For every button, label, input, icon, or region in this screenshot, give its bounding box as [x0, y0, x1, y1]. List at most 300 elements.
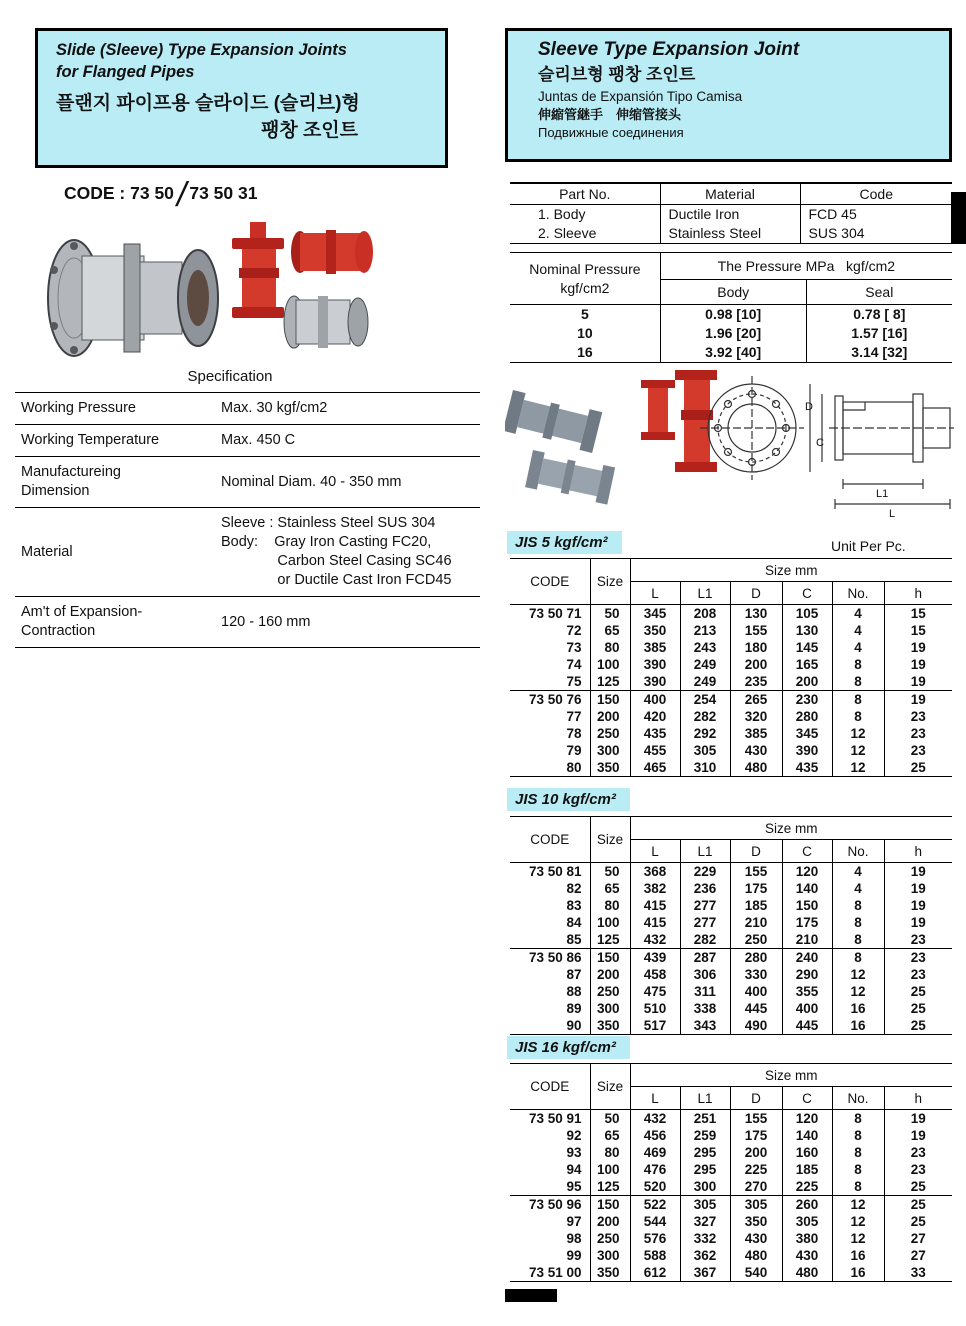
pressure-cell: 1.57 [16] — [806, 324, 952, 343]
jis-size-cell: 100 — [590, 656, 630, 673]
jis-row — [510, 708, 952, 725]
jis-value-cell: 458 — [630, 966, 680, 983]
jis-value-cell: 4 — [832, 605, 884, 623]
pressure-header-group: The Pressure MPa kgf/cm2 — [660, 253, 952, 280]
jis-group — [510, 1196, 952, 1282]
jis10-header-L1: L1 — [680, 840, 730, 863]
jis-value-cell: 12 — [832, 1213, 884, 1230]
jis-size-cell: 50 — [590, 605, 630, 623]
jis-size-cell: 80 — [590, 1144, 630, 1161]
jis-code-cell: 73 50 91 — [528, 1111, 582, 1126]
jis-value-cell: 367 — [680, 1264, 730, 1282]
jis-value-cell: 200 — [782, 673, 832, 691]
jis-size-cell: 150 — [590, 949, 630, 967]
jis-value-cell: 240 — [782, 949, 832, 967]
spec-title: Specification — [187, 368, 273, 385]
jis-value-cell: 490 — [730, 1017, 782, 1035]
jis-value-cell: 251 — [680, 1110, 730, 1128]
jis-value-cell: 8 — [832, 1161, 884, 1178]
spec-row — [15, 508, 480, 597]
jis-value-cell: 280 — [730, 949, 782, 967]
jis-value-cell: 400 — [630, 691, 680, 709]
jis-value-cell: 27 — [884, 1247, 952, 1264]
jis16-label: JIS 16 kgf/cm² — [507, 1036, 630, 1059]
spec-label: Manufactureing Dimension — [15, 457, 215, 508]
jis-code-cell: 84 — [566, 915, 582, 930]
jis5-header-row1 — [510, 559, 952, 582]
jis-value-cell: 25 — [884, 1196, 952, 1214]
jis-row — [510, 1000, 952, 1017]
spec-row — [15, 425, 480, 457]
jis16-header-No: No. — [832, 1087, 884, 1110]
jis-value-cell: 8 — [832, 1127, 884, 1144]
spec-label: Material — [15, 508, 215, 597]
jis-value-cell: 140 — [782, 880, 832, 897]
jis-value-cell: 12 — [832, 1230, 884, 1247]
pressure-cell: 1.96 [20] — [705, 325, 762, 341]
jis-code-cell: 72 — [566, 623, 582, 638]
jis-code-cell: 75 — [566, 674, 582, 689]
jis-row — [510, 1110, 952, 1128]
right-title-spanish: Juntas de Expansión Tipo Camisa — [538, 89, 743, 104]
spec-value: Sleeve : Stainless Steel SUS 304 Body: Gray Iron Casting FC20, Carbon Steel Casing SC46 or Ductile Cast Iron FCD45 — [215, 508, 480, 597]
jis-code-cell: 82 — [566, 881, 582, 896]
jis-value-cell: 225 — [730, 1161, 782, 1178]
jis-row — [510, 966, 952, 983]
jis-row — [510, 949, 952, 967]
jis-value-cell: 23 — [884, 966, 952, 983]
code-prefix: CODE : 73 50 — [64, 183, 174, 203]
jis-value-cell: 345 — [782, 725, 832, 742]
jis-value-cell: 400 — [730, 983, 782, 1000]
jis-value-cell: 277 — [680, 914, 730, 931]
jis-value-cell: 432 — [630, 1110, 680, 1128]
jis-value-cell: 270 — [730, 1178, 782, 1196]
jis16-table — [510, 1063, 952, 1282]
jis-value-cell: 33 — [884, 1264, 952, 1282]
jis5-header-No: No. — [832, 582, 884, 605]
pressure-cell: 16 — [510, 343, 660, 363]
spec-value: 120 - 160 mm — [215, 597, 480, 648]
jis-value-cell: 19 — [884, 863, 952, 881]
photo-red-vertical-joint-large — [675, 370, 717, 472]
jis-value-cell: 382 — [630, 880, 680, 897]
jis-value-cell: 576 — [630, 1230, 680, 1247]
jis-value-cell: 475 — [630, 983, 680, 1000]
jis-row — [510, 1161, 952, 1178]
jis-row — [510, 1196, 952, 1214]
jis-value-cell: 8 — [832, 897, 884, 914]
jis-row — [510, 1264, 952, 1282]
jis-row — [510, 1230, 952, 1247]
jis-value-cell: 25 — [884, 759, 952, 777]
part-cell: SUS 304 — [800, 224, 952, 244]
jis-value-cell: 12 — [832, 725, 884, 742]
dim-label-d: D — [805, 401, 813, 413]
scan-artifact-bottom-bar — [505, 1289, 557, 1302]
jis-value-cell: 25 — [884, 1017, 952, 1035]
jis-value-cell: 105 — [782, 605, 832, 623]
jis-value-cell: 185 — [730, 897, 782, 914]
jis-size-cell: 250 — [590, 1230, 630, 1247]
jis-size-cell: 125 — [590, 673, 630, 691]
jis-value-cell: 445 — [730, 1000, 782, 1017]
jis-row — [510, 1213, 952, 1230]
jis-code-cell: 95 — [566, 1179, 582, 1194]
jis-value-cell: 200 — [730, 656, 782, 673]
jis16-header-h: h — [884, 1087, 952, 1110]
jis-size-cell: 300 — [590, 742, 630, 759]
jis-value-cell: 260 — [782, 1196, 832, 1214]
spec-row — [15, 393, 480, 425]
jis-value-cell: 385 — [630, 639, 680, 656]
jis-value-cell: 265 — [730, 691, 782, 709]
pressure-cell: 5 — [510, 305, 660, 325]
jis-value-cell: 290 — [782, 966, 832, 983]
jis16-header-D: D — [730, 1087, 782, 1110]
jis-size-cell: 350 — [590, 759, 630, 777]
jis16-header-C: C — [782, 1087, 832, 1110]
jis-value-cell: 455 — [630, 742, 680, 759]
jis-value-cell: 544 — [630, 1213, 680, 1230]
dim-label-c: C — [816, 437, 824, 449]
left-title-korean-line2: 팽창 조인트 — [260, 120, 359, 141]
part-header-material: Material — [660, 183, 800, 205]
jis-value-cell: 249 — [680, 656, 730, 673]
spec-value: Max. 30 kgf/cm2 — [215, 393, 480, 425]
jis-value-cell: 520 — [630, 1178, 680, 1196]
jis-value-cell: 311 — [680, 983, 730, 1000]
jis-value-cell: 8 — [832, 914, 884, 931]
jis-value-cell: 415 — [630, 897, 680, 914]
jis10-header-code: CODE — [510, 817, 590, 863]
jis-value-cell: 390 — [630, 673, 680, 691]
photo-red-vertical-joint-small — [641, 380, 675, 440]
jis-value-cell: 282 — [680, 931, 730, 949]
jis-value-cell: 522 — [630, 1196, 680, 1214]
part-cell: Ductile Iron — [660, 205, 800, 225]
jis-value-cell: 415 — [630, 914, 680, 931]
jis-value-cell: 23 — [884, 1144, 952, 1161]
spec-label: Working Pressure — [15, 393, 215, 425]
pressure-row — [510, 343, 952, 363]
jis-value-cell: 19 — [884, 691, 952, 709]
jis10-header-h: h — [884, 840, 952, 863]
jis-value-cell: 19 — [884, 1110, 952, 1128]
jis-value-cell: 213 — [680, 622, 730, 639]
jis-value-cell: 8 — [832, 1110, 884, 1128]
jis-code-cell: 97 — [566, 1214, 582, 1229]
jis16-header-row1 — [510, 1064, 952, 1087]
photo-red-horizontal-joint — [291, 230, 373, 274]
jis-value-cell: 295 — [680, 1144, 730, 1161]
scan-artifact-right-edge — [951, 192, 966, 244]
jis-size-cell: 300 — [590, 1247, 630, 1264]
jis-value-cell: 19 — [884, 914, 952, 931]
spec-row — [15, 457, 480, 508]
jis-value-cell: 310 — [680, 759, 730, 777]
jis10-table — [510, 816, 952, 1035]
jis-size-cell: 125 — [590, 931, 630, 949]
jis-value-cell: 8 — [832, 949, 884, 967]
jis-size-cell: 150 — [590, 1196, 630, 1214]
jis-value-cell: 280 — [782, 708, 832, 725]
jis-value-cell: 180 — [730, 639, 782, 656]
jis-value-cell: 430 — [730, 742, 782, 759]
jis-value-cell: 19 — [884, 656, 952, 673]
jis-size-cell: 65 — [590, 1127, 630, 1144]
jis-value-cell: 19 — [884, 639, 952, 656]
jis-row — [510, 1178, 952, 1196]
pressure-cell: 10 — [510, 324, 660, 343]
left-product-photos — [38, 210, 388, 368]
pressure-row — [510, 305, 952, 325]
jis-size-cell: 200 — [590, 966, 630, 983]
jis-value-cell: 15 — [884, 622, 952, 639]
jis-size-cell: 250 — [590, 725, 630, 742]
jis10-header-row1 — [510, 817, 952, 840]
dim-label-l: L — [889, 508, 896, 520]
part-row — [510, 205, 952, 225]
jis10-header-L: L — [630, 840, 680, 863]
jis-value-cell: 155 — [730, 1110, 782, 1128]
jis-value-cell: 25 — [884, 1000, 952, 1017]
jis-code-cell: 73 50 76 — [510, 691, 590, 709]
spec-label: Am't of Expansion- Contraction — [15, 597, 215, 648]
jis-value-cell: 430 — [782, 1247, 832, 1264]
jis-value-cell: 8 — [832, 1144, 884, 1161]
jis-row — [510, 880, 952, 897]
jis-value-cell: 16 — [832, 1000, 884, 1017]
jis-code-cell: 73 50 81 — [528, 864, 582, 879]
jis-value-cell: 588 — [630, 1247, 680, 1264]
jis-value-cell: 19 — [884, 897, 952, 914]
pressure-header-nominal: Nominal Pressure kgf/cm2 — [510, 253, 660, 305]
jis-value-cell: 332 — [680, 1230, 730, 1247]
jis-value-cell: 16 — [832, 1017, 884, 1035]
jis16-header-sizemm: Size mm — [630, 1064, 952, 1087]
jis-value-cell: 300 — [680, 1178, 730, 1196]
jis-group — [510, 691, 952, 777]
left-title-box — [35, 28, 448, 168]
jis-value-cell: 282 — [680, 708, 730, 725]
jis-row — [510, 673, 952, 691]
jis-value-cell: 445 — [782, 1017, 832, 1035]
jis-size-cell: 300 — [590, 1000, 630, 1017]
jis-value-cell: 345 — [630, 605, 680, 623]
jis-code-cell: 88 — [566, 984, 582, 999]
jis-code-cell: 73 51 00 — [528, 1265, 582, 1280]
jis-size-cell: 80 — [590, 639, 630, 656]
jis-value-cell: 292 — [680, 725, 730, 742]
part-header-code: Code — [800, 183, 952, 205]
jis5-header-h: h — [884, 582, 952, 605]
spec-table — [15, 392, 480, 648]
jis-value-cell: 19 — [884, 673, 952, 691]
jis16-header-code: CODE — [510, 1064, 590, 1110]
jis-value-cell: 130 — [782, 622, 832, 639]
jis-code-cell: 87 — [566, 967, 582, 982]
jis-value-cell: 435 — [630, 725, 680, 742]
jis-value-cell: 4 — [832, 639, 884, 656]
jis-row — [510, 1017, 952, 1035]
photo-flanged-sleeve-joint — [48, 240, 218, 356]
jis-size-cell: 150 — [590, 691, 630, 709]
jis10-header-No: No. — [832, 840, 884, 863]
jis-row — [510, 1127, 952, 1144]
part-cell: Stainless Steel — [660, 224, 800, 244]
pressure-header-body: Body — [660, 280, 806, 305]
jis-code-cell: 73 — [566, 640, 582, 655]
jis16-header-size: Size — [590, 1064, 630, 1110]
jis5-table — [510, 558, 952, 777]
part-header-row — [510, 183, 952, 205]
jis5-header-size: Size — [590, 559, 630, 605]
photo-flanged-assembly-2 — [525, 450, 615, 505]
spec-value: Nominal Diam. 40 - 350 mm — [215, 457, 480, 508]
jis-value-cell: 430 — [730, 1230, 782, 1247]
jis-row — [510, 691, 952, 709]
jis10-header-C: C — [782, 840, 832, 863]
pressure-table-body — [510, 305, 952, 363]
jis-value-cell: 185 — [782, 1161, 832, 1178]
jis-value-cell: 476 — [630, 1161, 680, 1178]
jis-size-cell: 65 — [590, 880, 630, 897]
jis-row — [510, 656, 952, 673]
jis-value-cell: 155 — [730, 622, 782, 639]
jis-value-cell: 145 — [782, 639, 832, 656]
jis-row — [510, 863, 952, 881]
jis-code-cell: 78 — [566, 726, 582, 741]
jis5-header-C: C — [782, 582, 832, 605]
unit-note: Unit Per Pc. — [831, 538, 906, 554]
left-title-korean-line1: 플랜지 파이프용 슬라이드 (슬리브)형 — [56, 93, 360, 114]
jis-value-cell: 469 — [630, 1144, 680, 1161]
jis-value-cell: 12 — [832, 966, 884, 983]
jis-code-cell: 74 — [566, 657, 582, 672]
part-table-body — [510, 205, 952, 244]
jis-row — [510, 897, 952, 914]
spec-row — [15, 597, 480, 648]
jis-size-cell: 100 — [590, 1161, 630, 1178]
jis-value-cell: 16 — [832, 1247, 884, 1264]
jis-code-cell: 98 — [566, 1231, 582, 1246]
jis-value-cell: 12 — [832, 1196, 884, 1214]
spec-value: Max. 450 C — [215, 425, 480, 457]
jis-value-cell: 355 — [782, 983, 832, 1000]
jis-value-cell: 8 — [832, 1178, 884, 1196]
part-table — [510, 182, 952, 244]
jis-value-cell: 120 — [782, 1110, 832, 1128]
jis-value-cell: 254 — [680, 691, 730, 709]
part-row — [510, 224, 952, 244]
dim-label-l1: L1 — [876, 488, 889, 500]
jis-value-cell: 23 — [884, 931, 952, 949]
jis-value-cell: 400 — [782, 1000, 832, 1017]
jis-value-cell: 390 — [782, 742, 832, 759]
jis-value-cell: 210 — [730, 914, 782, 931]
jis-code-cell: 80 — [566, 760, 582, 775]
jis-value-cell: 362 — [680, 1247, 730, 1264]
jis-code-cell: 73 50 71 — [528, 606, 582, 621]
jis-value-cell: 4 — [832, 880, 884, 897]
jis-value-cell: 19 — [884, 1127, 952, 1144]
right-title-en: Sleeve Type Expansion Joint — [538, 39, 800, 60]
jis10-header-size: Size — [590, 817, 630, 863]
jis5-header-D: D — [730, 582, 782, 605]
jis-value-cell: 120 — [782, 863, 832, 881]
jis-value-cell: 305 — [730, 1196, 782, 1214]
pressure-cell: 3.14 [32] — [806, 343, 952, 363]
right-title-russian: Подвижные соединения — [538, 125, 684, 140]
jis-value-cell: 465 — [630, 759, 680, 777]
jis-value-cell: 305 — [680, 742, 730, 759]
jis-value-cell: 23 — [884, 1161, 952, 1178]
jis-size-cell: 80 — [590, 897, 630, 914]
jis-value-cell: 250 — [730, 931, 782, 949]
jis-value-cell: 140 — [782, 1127, 832, 1144]
jis-value-cell: 165 — [782, 656, 832, 673]
jis-value-cell: 12 — [832, 759, 884, 777]
jis-value-cell: 225 — [782, 1178, 832, 1196]
jis10-label: JIS 10 kgf/cm² — [507, 788, 630, 811]
jis10-header-sizemm: Size mm — [630, 817, 952, 840]
jis-value-cell: 432 — [630, 931, 680, 949]
jis-value-cell: 350 — [630, 622, 680, 639]
jis-size-cell: 65 — [590, 622, 630, 639]
jis-value-cell: 385 — [730, 725, 782, 742]
spec-label: Working Temperature — [15, 425, 215, 457]
jis-value-cell: 15 — [884, 605, 952, 623]
jis-value-cell: 350 — [730, 1213, 782, 1230]
jis5-header-L: L — [630, 582, 680, 605]
part-cell: 1. Body — [538, 206, 586, 222]
jis-value-cell: 338 — [680, 1000, 730, 1017]
jis-row — [510, 725, 952, 742]
jis5-header-sizemm: Size mm — [630, 559, 952, 582]
jis-code-cell: 90 — [566, 1018, 582, 1033]
jis-value-cell: 305 — [782, 1213, 832, 1230]
part-cell: 2. Sleeve — [538, 225, 597, 241]
jis-row — [510, 759, 952, 777]
jis-value-cell: 8 — [832, 673, 884, 691]
code-suffix: 73 50 31 — [189, 183, 258, 203]
jis-value-cell: 235 — [730, 673, 782, 691]
jis-value-cell: 439 — [630, 949, 680, 967]
jis-value-cell: 305 — [680, 1196, 730, 1214]
jis-value-cell: 456 — [630, 1127, 680, 1144]
jis5-header-code: CODE — [510, 559, 590, 605]
jis-code-cell: 93 — [566, 1145, 582, 1160]
jis-value-cell: 25 — [884, 1178, 952, 1196]
jis-value-cell: 175 — [730, 1127, 782, 1144]
jis-value-cell: 510 — [630, 1000, 680, 1017]
jis-value-cell: 480 — [782, 1264, 832, 1282]
jis-value-cell: 175 — [730, 880, 782, 897]
jis-code-cell: 77 — [566, 709, 582, 724]
jis-row — [510, 983, 952, 1000]
jis-value-cell: 287 — [680, 949, 730, 967]
jis-code-cell: 73 50 96 — [510, 1196, 590, 1214]
jis-value-cell: 155 — [730, 863, 782, 881]
right-product-images — [505, 366, 955, 524]
jis-value-cell: 540 — [730, 1264, 782, 1282]
jis-row — [510, 742, 952, 759]
jis-size-cell: 50 — [590, 863, 630, 881]
jis-group — [510, 1110, 952, 1196]
jis-value-cell: 230 — [782, 691, 832, 709]
jis-value-cell: 612 — [630, 1264, 680, 1282]
